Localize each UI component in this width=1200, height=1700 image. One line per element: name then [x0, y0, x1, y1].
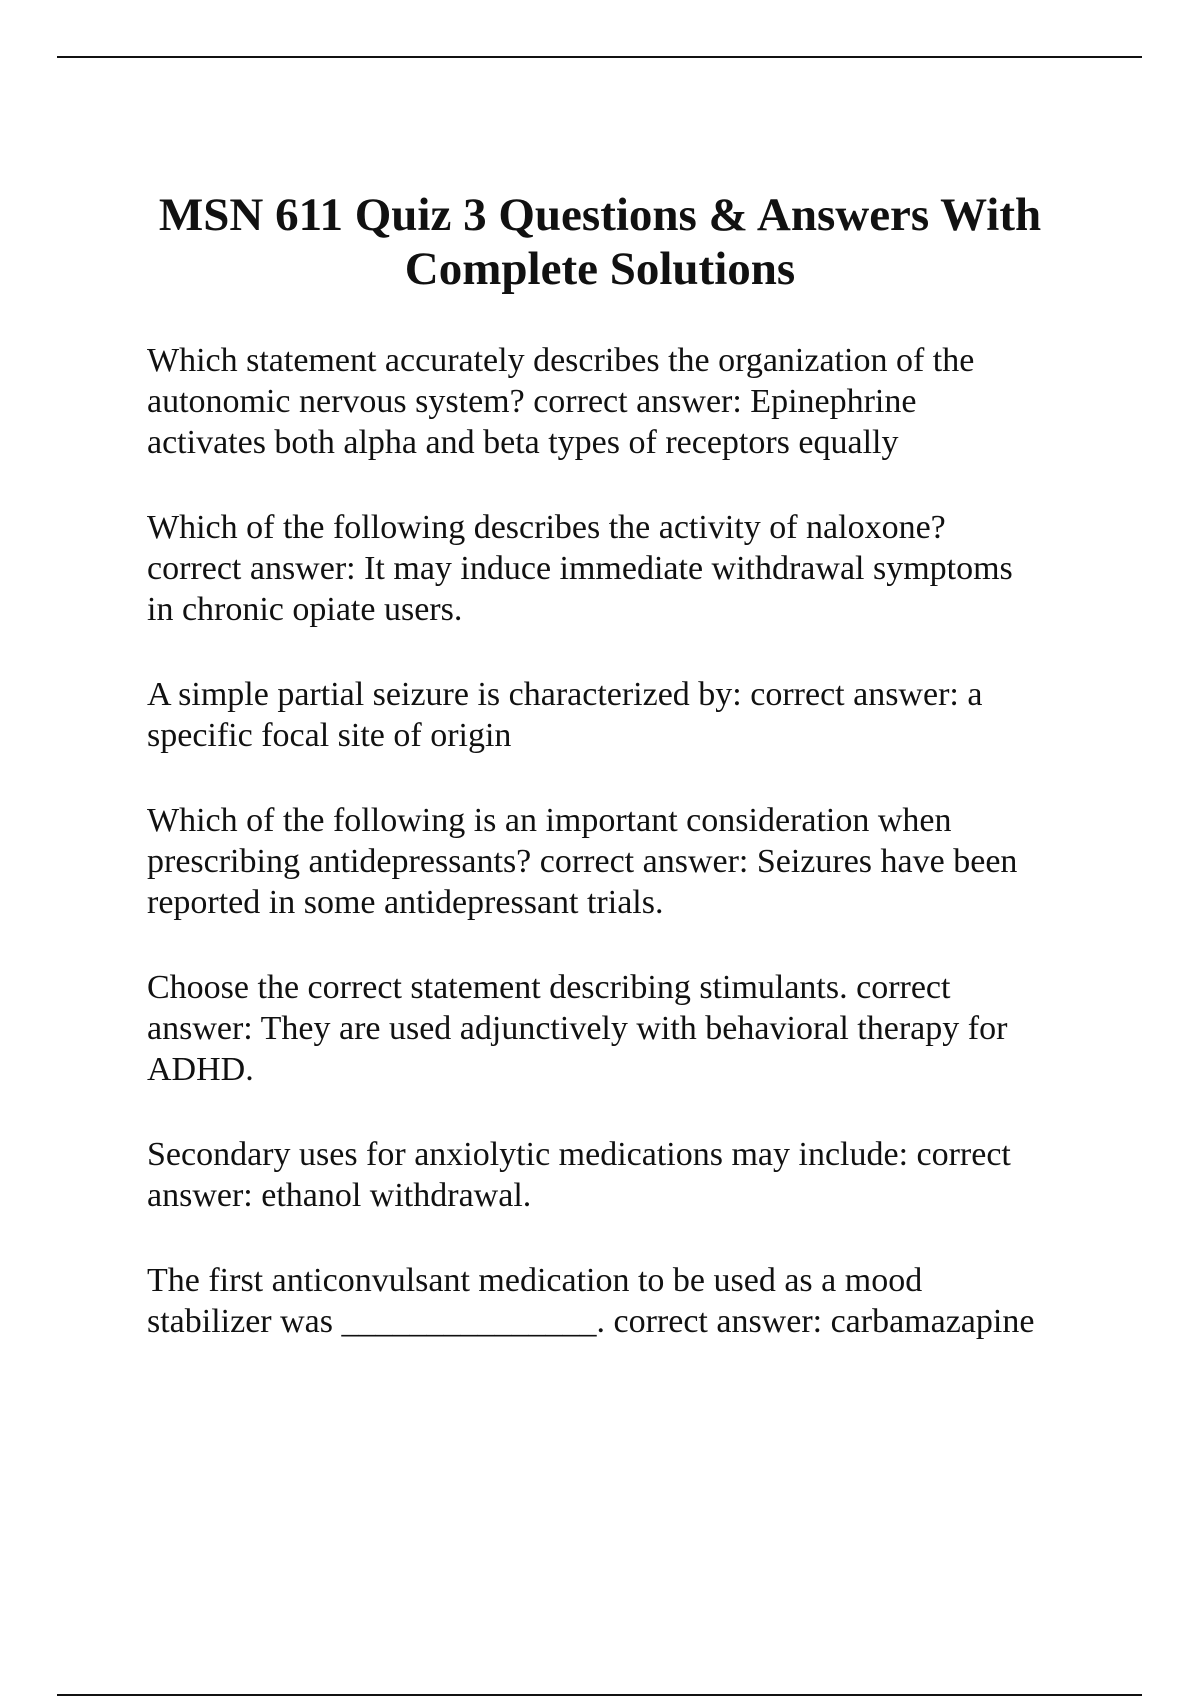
qa-list: [147, 340, 1097, 1386]
qa-item-6: Secondary uses for anxiolytic medications may include: correct answer: ethanol withdrawal.: [147, 1136, 1011, 1214]
bottom-divider: [57, 1694, 1142, 1696]
qa-item-7: The first anticonvulsant medication to be used as a mood stabilizer was _______________. correct answer: carbamazapine: [147, 1262, 1035, 1340]
title-line-1: MSN 611 Quiz 3 Questions & Answers With: [158, 189, 1042, 241]
qa-item-2: Which of the following describes the activity of naloxone? correct answer: It may induce immediate withdrawal symptoms in chronic opiate users.: [147, 509, 1013, 628]
qa-item-1: Which statement accurately describes the organization of the autonomic nervous system? correct answer: Epinephrine activates both alpha and beta types of receptors equally: [147, 342, 975, 461]
title-line-2: Complete Solutions: [404, 243, 796, 295]
qa-item-4: Which of the following is an important consideration when prescribing antidepressants? correct answer: Seizures have been reported in some antidepressant trials.: [147, 802, 1018, 921]
qa-item-3: A simple partial seizure is characterized by: correct answer: a specific focal site of origin: [147, 676, 983, 754]
top-divider: [57, 56, 1142, 58]
page-title: [100, 188, 1100, 296]
qa-item-5: Choose the correct statement describing stimulants. correct answer: They are used adjunctively with behavioral therapy for ADHD.: [147, 969, 1008, 1088]
